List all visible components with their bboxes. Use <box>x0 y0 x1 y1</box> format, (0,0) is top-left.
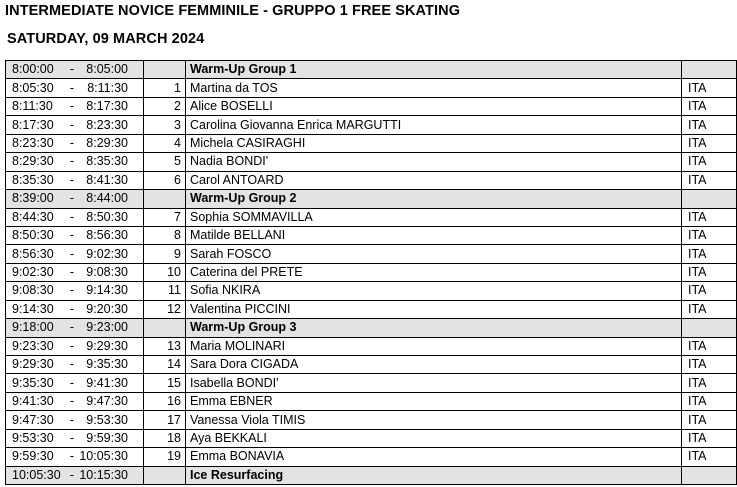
skater-name: Vanessa Viola TIMIS <box>186 411 682 429</box>
end-time: 8:23:30 <box>86 117 128 132</box>
time-separator: - <box>69 394 75 409</box>
group-row <box>6 319 737 337</box>
end-time: 9:47:30 <box>86 394 128 409</box>
start-number <box>144 190 186 208</box>
time-cell <box>6 319 144 337</box>
start-time: 9:41:30 <box>12 394 54 409</box>
table-row <box>6 263 737 281</box>
time-cell <box>6 263 144 281</box>
schedule-table <box>5 60 737 485</box>
time-cell <box>6 245 144 263</box>
end-time: 9:29:30 <box>86 338 128 353</box>
group-row <box>6 190 737 208</box>
skater-name: Valentina PICCINI <box>186 300 682 318</box>
end-time: 9:23:00 <box>86 320 128 335</box>
time-separator: - <box>69 338 75 353</box>
start-time: 8:35:30 <box>12 172 54 187</box>
start-number: 7 <box>144 208 186 226</box>
start-time: 8:05:30 <box>12 80 54 95</box>
skater-name: Warm-Up Group 3 <box>186 319 682 337</box>
skater-name: Sara Dora CIGADA <box>186 356 682 374</box>
skater-name: Martina da TOS <box>186 79 682 97</box>
nation-code: ITA <box>682 429 737 447</box>
start-number: 4 <box>144 134 186 152</box>
table-row <box>6 282 737 300</box>
end-time: 8:56:30 <box>86 228 128 243</box>
table-row <box>6 429 737 447</box>
skater-name: Emma BONAVIA <box>186 448 682 466</box>
end-time: 9:14:30 <box>86 283 128 298</box>
start-number <box>144 61 186 79</box>
time-cell <box>6 300 144 318</box>
time-separator: - <box>69 135 75 150</box>
time-separator: - <box>69 412 75 427</box>
table-row <box>6 97 737 115</box>
nation-code: ITA <box>682 263 737 281</box>
schedule-body <box>6 61 737 485</box>
start-time: 8:11:30 <box>12 99 53 114</box>
nation-code: ITA <box>682 208 737 226</box>
end-time: 9:35:30 <box>86 357 128 372</box>
start-time: 8:23:30 <box>12 135 54 150</box>
start-number: 1 <box>144 79 186 97</box>
skater-name: Ice Resurfacing <box>186 466 682 484</box>
nation-code <box>682 466 737 484</box>
nation-code: ITA <box>682 79 737 97</box>
time-separator: - <box>69 467 75 482</box>
nation-code <box>682 61 737 79</box>
start-time: 9:47:30 <box>12 412 54 427</box>
nation-code: ITA <box>682 282 737 300</box>
skater-name: Sophia SOMMAVILLA <box>186 208 682 226</box>
nation-code: ITA <box>682 337 737 355</box>
skater-name: Warm-Up Group 1 <box>186 61 682 79</box>
start-number: 6 <box>144 171 186 189</box>
start-time: 9:53:30 <box>12 430 54 445</box>
start-number <box>144 319 186 337</box>
nation-code: ITA <box>682 356 737 374</box>
end-time: 10:15:30 <box>79 467 128 482</box>
start-number: 5 <box>144 153 186 171</box>
skater-name: Emma EBNER <box>186 392 682 410</box>
start-number: 8 <box>144 226 186 244</box>
nation-code: ITA <box>682 392 737 410</box>
time-cell <box>6 116 144 134</box>
nation-code <box>682 319 737 337</box>
table-row <box>6 448 737 466</box>
time-cell <box>6 337 144 355</box>
time-cell <box>6 448 144 466</box>
skater-name: Nadia BONDI' <box>186 153 682 171</box>
start-time: 8:44:30 <box>12 209 54 224</box>
group-row <box>6 61 737 79</box>
table-row <box>6 356 737 374</box>
time-cell <box>6 134 144 152</box>
nation-code: ITA <box>682 97 737 115</box>
table-row <box>6 300 737 318</box>
table-row <box>6 171 737 189</box>
nation-code: ITA <box>682 226 737 244</box>
skater-name: Caterina del PRETE <box>186 263 682 281</box>
time-separator: - <box>69 117 75 132</box>
start-number: 3 <box>144 116 186 134</box>
time-cell <box>6 79 144 97</box>
end-time: 8:29:30 <box>86 135 128 150</box>
start-time: 9:02:30 <box>12 265 54 280</box>
nation-code: ITA <box>682 116 737 134</box>
nation-code: ITA <box>682 300 737 318</box>
end-time: 8:35:30 <box>86 154 128 169</box>
nation-code: ITA <box>682 245 737 263</box>
time-separator: - <box>69 172 75 187</box>
nation-code: ITA <box>682 153 737 171</box>
start-number: 19 <box>144 448 186 466</box>
end-time: 8:50:30 <box>86 209 128 224</box>
time-cell <box>6 226 144 244</box>
start-number: 16 <box>144 392 186 410</box>
table-row <box>6 134 737 152</box>
skater-name: Matilde BELLANI <box>186 226 682 244</box>
start-number: 18 <box>144 429 186 447</box>
start-time: 9:35:30 <box>12 375 54 390</box>
start-number: 9 <box>144 245 186 263</box>
table-row <box>6 153 737 171</box>
time-separator: - <box>69 283 75 298</box>
time-separator: - <box>69 375 75 390</box>
nation-code <box>682 190 737 208</box>
start-time: 9:59:30 <box>12 449 54 464</box>
time-separator: - <box>69 301 75 316</box>
skater-name: Carol ANTOARD <box>186 171 682 189</box>
time-cell <box>6 61 144 79</box>
start-number: 10 <box>144 263 186 281</box>
start-time: 8:29:30 <box>12 154 54 169</box>
skater-name: Carolina Giovanna Enrica MARGUTTI <box>186 116 682 134</box>
table-row <box>6 226 737 244</box>
start-time: 8:00:00 <box>12 62 54 77</box>
time-separator: - <box>69 449 75 464</box>
start-number: 14 <box>144 356 186 374</box>
table-row <box>6 208 737 226</box>
end-time: 8:05:00 <box>86 62 128 77</box>
skater-name: Warm-Up Group 2 <box>186 190 682 208</box>
nation-code: ITA <box>682 411 737 429</box>
start-time: 9:08:30 <box>12 283 54 298</box>
table-row <box>6 411 737 429</box>
end-time: 9:02:30 <box>86 246 128 261</box>
start-time: 8:39:00 <box>12 191 54 206</box>
skater-name: Sofia NKIRA <box>186 282 682 300</box>
start-time: 9:29:30 <box>12 357 54 372</box>
time-separator: - <box>69 154 75 169</box>
nation-code: ITA <box>682 134 737 152</box>
end-time: 8:11:30 <box>87 80 128 95</box>
group-row <box>6 466 737 484</box>
start-number: 15 <box>144 374 186 392</box>
start-number: 12 <box>144 300 186 318</box>
start-time: 9:18:00 <box>12 320 54 335</box>
nation-code: ITA <box>682 374 737 392</box>
page-title: INTERMEDIATE NOVICE FEMMINILE - GRUPPO 1 FREE SKATING <box>5 3 461 19</box>
start-time: 10:05:30 <box>12 467 61 482</box>
skater-name: Aya BEKKALI <box>186 429 682 447</box>
time-separator: - <box>69 265 75 280</box>
time-cell <box>6 171 144 189</box>
time-cell <box>6 356 144 374</box>
end-time: 9:59:30 <box>86 430 128 445</box>
end-time: 8:44:00 <box>86 191 128 206</box>
table-row <box>6 116 737 134</box>
time-separator: - <box>69 320 75 335</box>
start-number: 13 <box>144 337 186 355</box>
start-time: 8:50:30 <box>12 228 54 243</box>
time-separator: - <box>69 357 75 372</box>
end-time: 9:08:30 <box>86 265 128 280</box>
time-separator: - <box>69 246 75 261</box>
time-cell <box>6 392 144 410</box>
skater-name: Alice BOSELLI <box>186 97 682 115</box>
end-time: 9:41:30 <box>86 375 128 390</box>
end-time: 10:05:30 <box>79 449 128 464</box>
time-cell <box>6 466 144 484</box>
skater-name: Isabella BONDI' <box>186 374 682 392</box>
table-row <box>6 374 737 392</box>
skater-name: Michela CASIRAGHI <box>186 134 682 152</box>
skater-name: Sarah FOSCO <box>186 245 682 263</box>
time-cell <box>6 153 144 171</box>
start-number: 2 <box>144 97 186 115</box>
time-separator: - <box>69 430 75 445</box>
start-time: 8:56:30 <box>12 246 54 261</box>
time-cell <box>6 97 144 115</box>
start-number: 11 <box>144 282 186 300</box>
skater-name: Maria MOLINARI <box>186 337 682 355</box>
time-cell <box>6 208 144 226</box>
time-cell <box>6 282 144 300</box>
start-time: 9:23:30 <box>12 338 54 353</box>
table-row <box>6 392 737 410</box>
start-time: 8:17:30 <box>12 117 54 132</box>
table-row <box>6 337 737 355</box>
time-separator: - <box>69 80 75 95</box>
time-separator: - <box>69 191 75 206</box>
start-number <box>144 466 186 484</box>
time-separator: - <box>69 209 75 224</box>
time-cell <box>6 190 144 208</box>
nation-code: ITA <box>682 171 737 189</box>
time-separator: - <box>69 62 75 77</box>
event-date: SATURDAY, 09 MARCH 2024 <box>7 31 205 47</box>
time-separator: - <box>69 228 75 243</box>
time-separator: - <box>69 99 75 114</box>
end-time: 8:17:30 <box>86 99 128 114</box>
start-time: 9:14:30 <box>12 301 54 316</box>
end-time: 9:20:30 <box>86 301 128 316</box>
end-time: 9:53:30 <box>86 412 128 427</box>
end-time: 8:41:30 <box>86 172 128 187</box>
time-cell <box>6 374 144 392</box>
nation-code: ITA <box>682 448 737 466</box>
start-number: 17 <box>144 411 186 429</box>
table-row <box>6 245 737 263</box>
time-cell <box>6 429 144 447</box>
time-cell <box>6 411 144 429</box>
table-row <box>6 79 737 97</box>
